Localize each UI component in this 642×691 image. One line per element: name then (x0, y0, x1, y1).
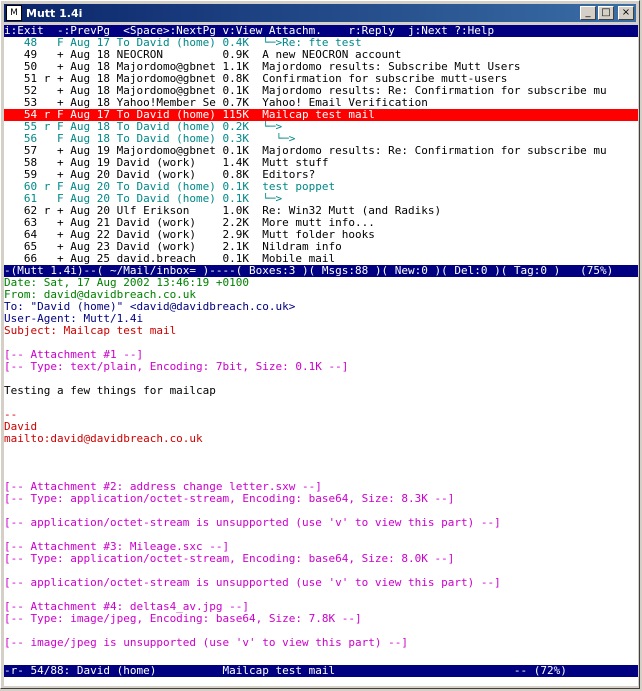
message-row[interactable]: 55 r F Aug 18 To David (home) 0.2K └─> (4, 121, 283, 133)
message-row[interactable]: 54 r F Aug 17 To David (home) 115K Mailcap test mail (4, 109, 638, 121)
pager-line: [-- Attachment #2: address change letter.sxw --] (4, 481, 322, 493)
pager-line: [-- application/octet-stream is unsupported (use 'v' to view this part) --] (4, 577, 501, 589)
maximize-button[interactable]: □ (598, 6, 614, 20)
message-row[interactable]: 48 F Aug 17 To David (home) 0.4K └─>Re: fte test (4, 37, 362, 49)
message-row[interactable]: 53 + Aug 18 Yahoo!Member Se 0.7K Yahoo! Email Verification (4, 97, 428, 109)
pager-line: Subject: Mailcap test mail (4, 325, 177, 337)
app-icon: M (6, 5, 22, 21)
message-row[interactable]: 61 F Aug 20 To David (home) 0.1K └─> (4, 193, 283, 205)
message-row[interactable]: 58 + Aug 19 David (work) 1.4K Mutt stuff (4, 157, 329, 169)
pager-line (4, 625, 638, 637)
index-status-bar: -(Mutt 1.4i)--( ~/Mail/inbox= )----( Boxes:3 )( Msgs:88 )( New:0 )( Del:0 )( Tag:0 ) (75%) (4, 265, 638, 277)
pager-line (4, 337, 638, 349)
pager-line (4, 529, 638, 541)
message-row[interactable]: 66 + Aug 25 david.breach 0.1K Mobile mail (4, 253, 336, 265)
message-index (4, 37, 638, 265)
minimize-button[interactable]: _ (580, 6, 596, 20)
pager-line: [-- Type: application/octet-stream, Encoding: base64, Size: 8.0K --] (4, 553, 455, 565)
help-bar: i:Exit -:PrevPg <Space>:NextPg v:View Attachm. r:Reply j:Next ?:Help (4, 25, 638, 37)
message-pager (4, 277, 638, 685)
message-row[interactable]: 57 + Aug 19 Majordomo@gbnet 0.1K Majordomo results: Re: Confirmation for subscribe mu (4, 145, 607, 157)
pager-line: [-- Type: text/plain, Encoding: 7bit, Size: 0.1K --] (4, 361, 349, 373)
message-row[interactable]: 56 F Aug 18 To David (home) 0.3K └─> (4, 133, 296, 145)
pager-line: [-- Attachment #1 --] (4, 349, 144, 361)
pager-line: [-- Attachment #4: deltas4_av.jpg --] (4, 601, 250, 613)
pager-line: [-- Attachment #3: Mileage.sxc --] (4, 541, 230, 553)
message-row[interactable]: 52 + Aug 18 Majordomo@gbnet 0.1K Majordomo results: Re: Confirmation for subscribe mu (4, 85, 607, 97)
pager-line: From: david@davidbreach.co.uk (4, 289, 197, 301)
pager-line (4, 457, 638, 469)
message-row[interactable]: 64 + Aug 22 David (work) 2.9K Mutt folder hooks (4, 229, 375, 241)
pager-line: User-Agent: Mutt/1.4i (4, 313, 144, 325)
message-row[interactable]: 65 + Aug 23 David (work) 2.1K Nildram info (4, 241, 342, 253)
pager-line: Testing a few things for mailcap (4, 385, 216, 397)
pager-line: David (4, 421, 38, 433)
pager-line: -- (4, 409, 18, 421)
message-row[interactable]: 51 r + Aug 18 Majordomo@gbnet 0.8K Confirmation for subscribe mutt-users (4, 73, 508, 85)
message-row[interactable]: 62 r + Aug 20 Ulf Erikson 1.0K Re: Win32 Mutt (and Radiks) (4, 205, 442, 217)
pager-line (4, 445, 638, 457)
window-title: Mutt 1.4i (26, 6, 83, 20)
pager-line: To: "David (home)" <david@davidbreach.co.uk> (4, 301, 296, 313)
pager-line (4, 505, 638, 517)
pager-line (4, 373, 638, 385)
close-button[interactable]: × (618, 6, 634, 20)
terminal[interactable] (4, 25, 638, 686)
message-row[interactable]: 50 + Aug 18 Majordomo@gbnet 1.1K Majordomo results: Subscribe Mutt Users (4, 61, 521, 73)
pager-line (4, 565, 638, 577)
pager-line: [-- image/jpeg is unsupported (use 'v' to view this part) --] (4, 637, 408, 649)
pager-line (4, 469, 638, 481)
pager-line: mailto:david@davidbreach.co.uk (4, 433, 203, 445)
pager-status-bar: -r- 54/88: David (home) Mailcap test mail -- (72%) (4, 665, 638, 677)
pager-line (4, 589, 638, 601)
message-row[interactable]: 59 + Aug 20 David (work) 0.8K Editors? (4, 169, 316, 181)
pager-line (4, 397, 638, 409)
pager-line: [-- application/octet-stream is unsupported (use 'v' to view this part) --] (4, 517, 501, 529)
pager-line: [-- Type: application/octet-stream, Encoding: base64, Size: 8.3K --] (4, 493, 455, 505)
message-row[interactable]: 49 + Aug 18 NEOCRON 0.9K A new NEOCRON account (4, 49, 402, 61)
message-row[interactable]: 60 r F Aug 20 To David (home) 0.1K test poppet (4, 181, 336, 193)
pager-line: [-- Type: image/jpeg, Encoding: base64, Size: 7.8K --] (4, 613, 362, 625)
message-row[interactable]: 63 + Aug 21 David (work) 2.2K More mutt info... (4, 217, 375, 229)
pager-line: Date: Sat, 17 Aug 2002 13:46:19 +0100 (4, 277, 250, 289)
title-bar[interactable] (4, 4, 636, 22)
pager-line (4, 649, 638, 661)
